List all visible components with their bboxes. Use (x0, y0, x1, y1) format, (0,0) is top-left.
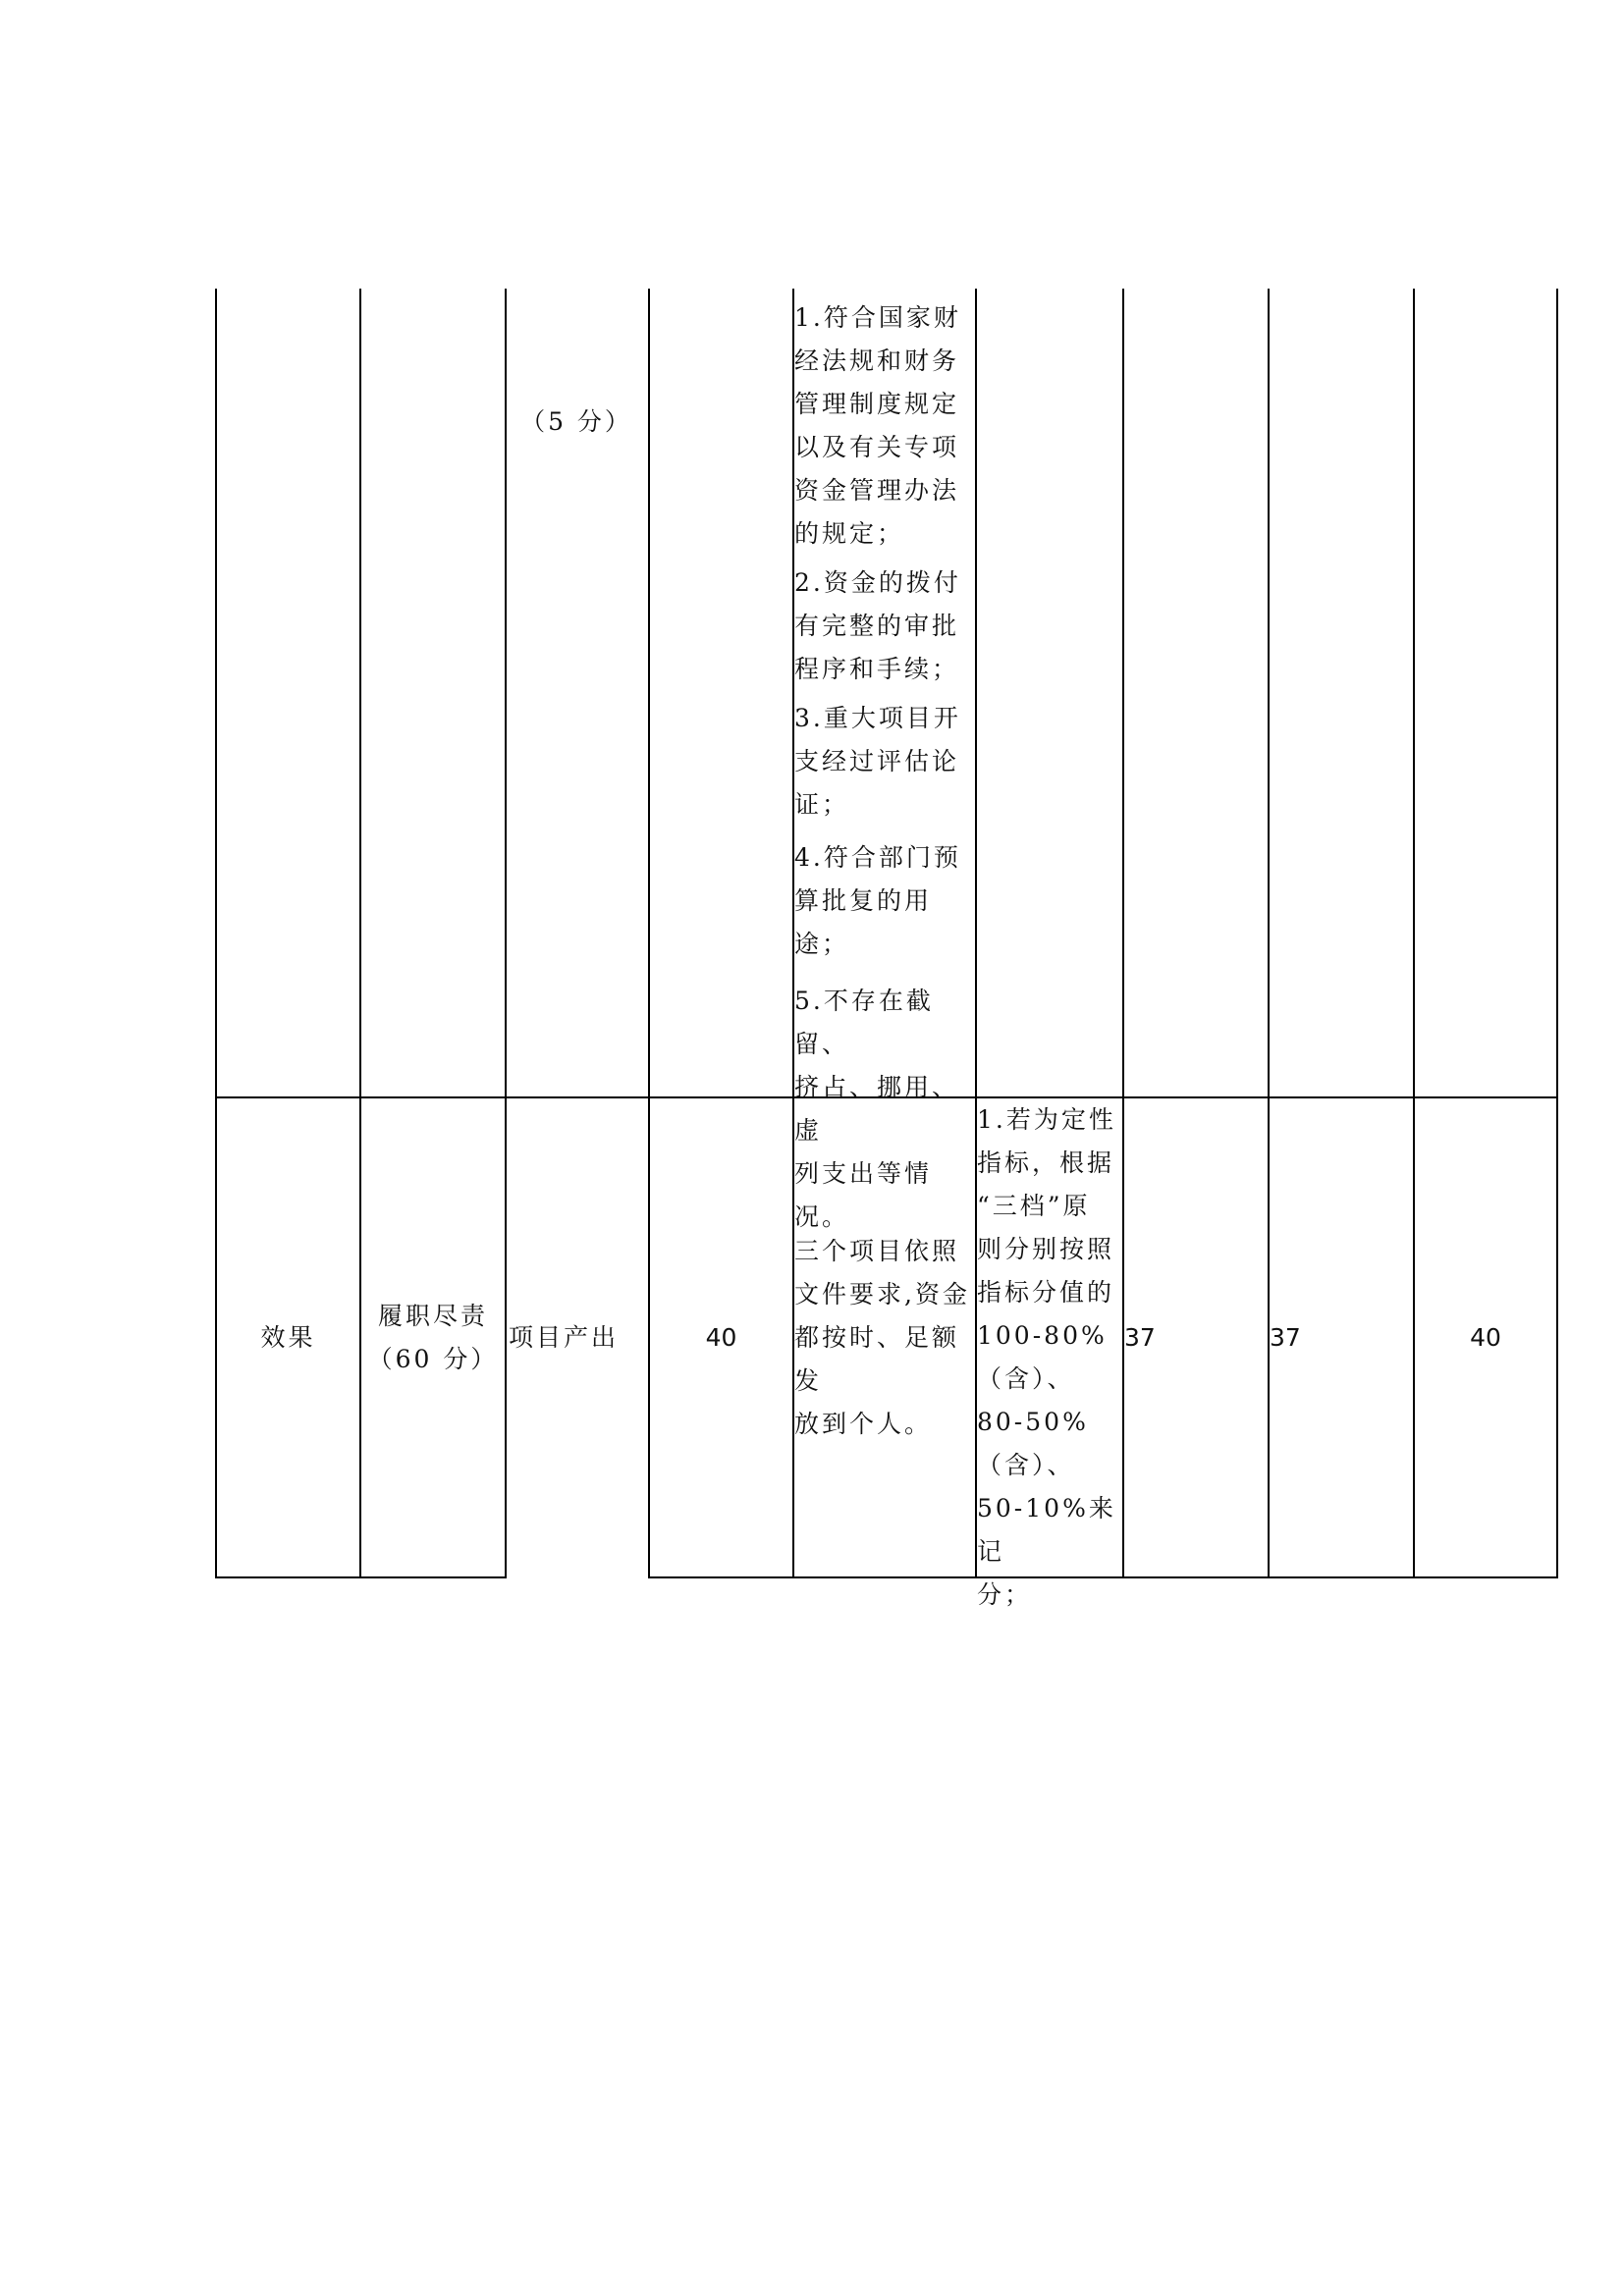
cell-r2-c6 (977, 1098, 1122, 1609)
list-item: 2.资金的拨付 有完整的审批 程序和手续； (794, 568, 961, 683)
cell-r2-c8 (1270, 1098, 1413, 1576)
cell-r2-c5 (794, 1098, 975, 1576)
cell-r1-c5 (794, 291, 975, 1239)
grid-line (648, 1576, 1558, 1578)
cell-r2-c3 (509, 1098, 648, 1576)
cell-r2-c2 (361, 1098, 505, 1576)
cell-text: 项目产出 (509, 1322, 620, 1352)
cell-text: 1.若为定性 指标，根据 “三档”原 则分别按照 指标分值的 100-80% （含）、 80-50% （含）、 50-10%来记 分； (977, 1105, 1116, 1609)
cell-r2-c1 (217, 1098, 359, 1576)
cell-text: （5 分） (520, 407, 632, 436)
cell-text: 履职尽责 （60 分） (367, 1301, 499, 1373)
cell-r2-c4 (650, 1098, 792, 1576)
cell-r1-c3 (505, 398, 648, 447)
list-item: 3.重大项目开 支经过评估论 证； (794, 704, 961, 819)
grid-line (1556, 289, 1558, 1578)
grid-line (505, 289, 507, 1578)
list-item: 1.符合国家财 经法规和财务 管理制度规定 以及有关专项 资金管理办法 的规定； (794, 303, 961, 548)
list-item: 4.符合部门预 算批复的用途； (794, 843, 961, 958)
cell-r2-c9 (1415, 1098, 1556, 1576)
cell-r2-c7 (1124, 1098, 1268, 1576)
cell-text: 效果 (260, 1322, 316, 1352)
cell-text: 40 (705, 1322, 737, 1352)
grid-line (215, 1576, 506, 1578)
cell-text: 40 (1470, 1322, 1501, 1352)
list-item: 5.不存在截留、 挤占、挪用、虚 列支出等情况。 (794, 987, 960, 1231)
cell-text: 37 (1270, 1322, 1301, 1352)
cell-text: 37 (1124, 1322, 1156, 1352)
cell-text: 三个项目依照 文件要求,资金 都按时、足额发 放到个人。 (794, 1236, 970, 1438)
